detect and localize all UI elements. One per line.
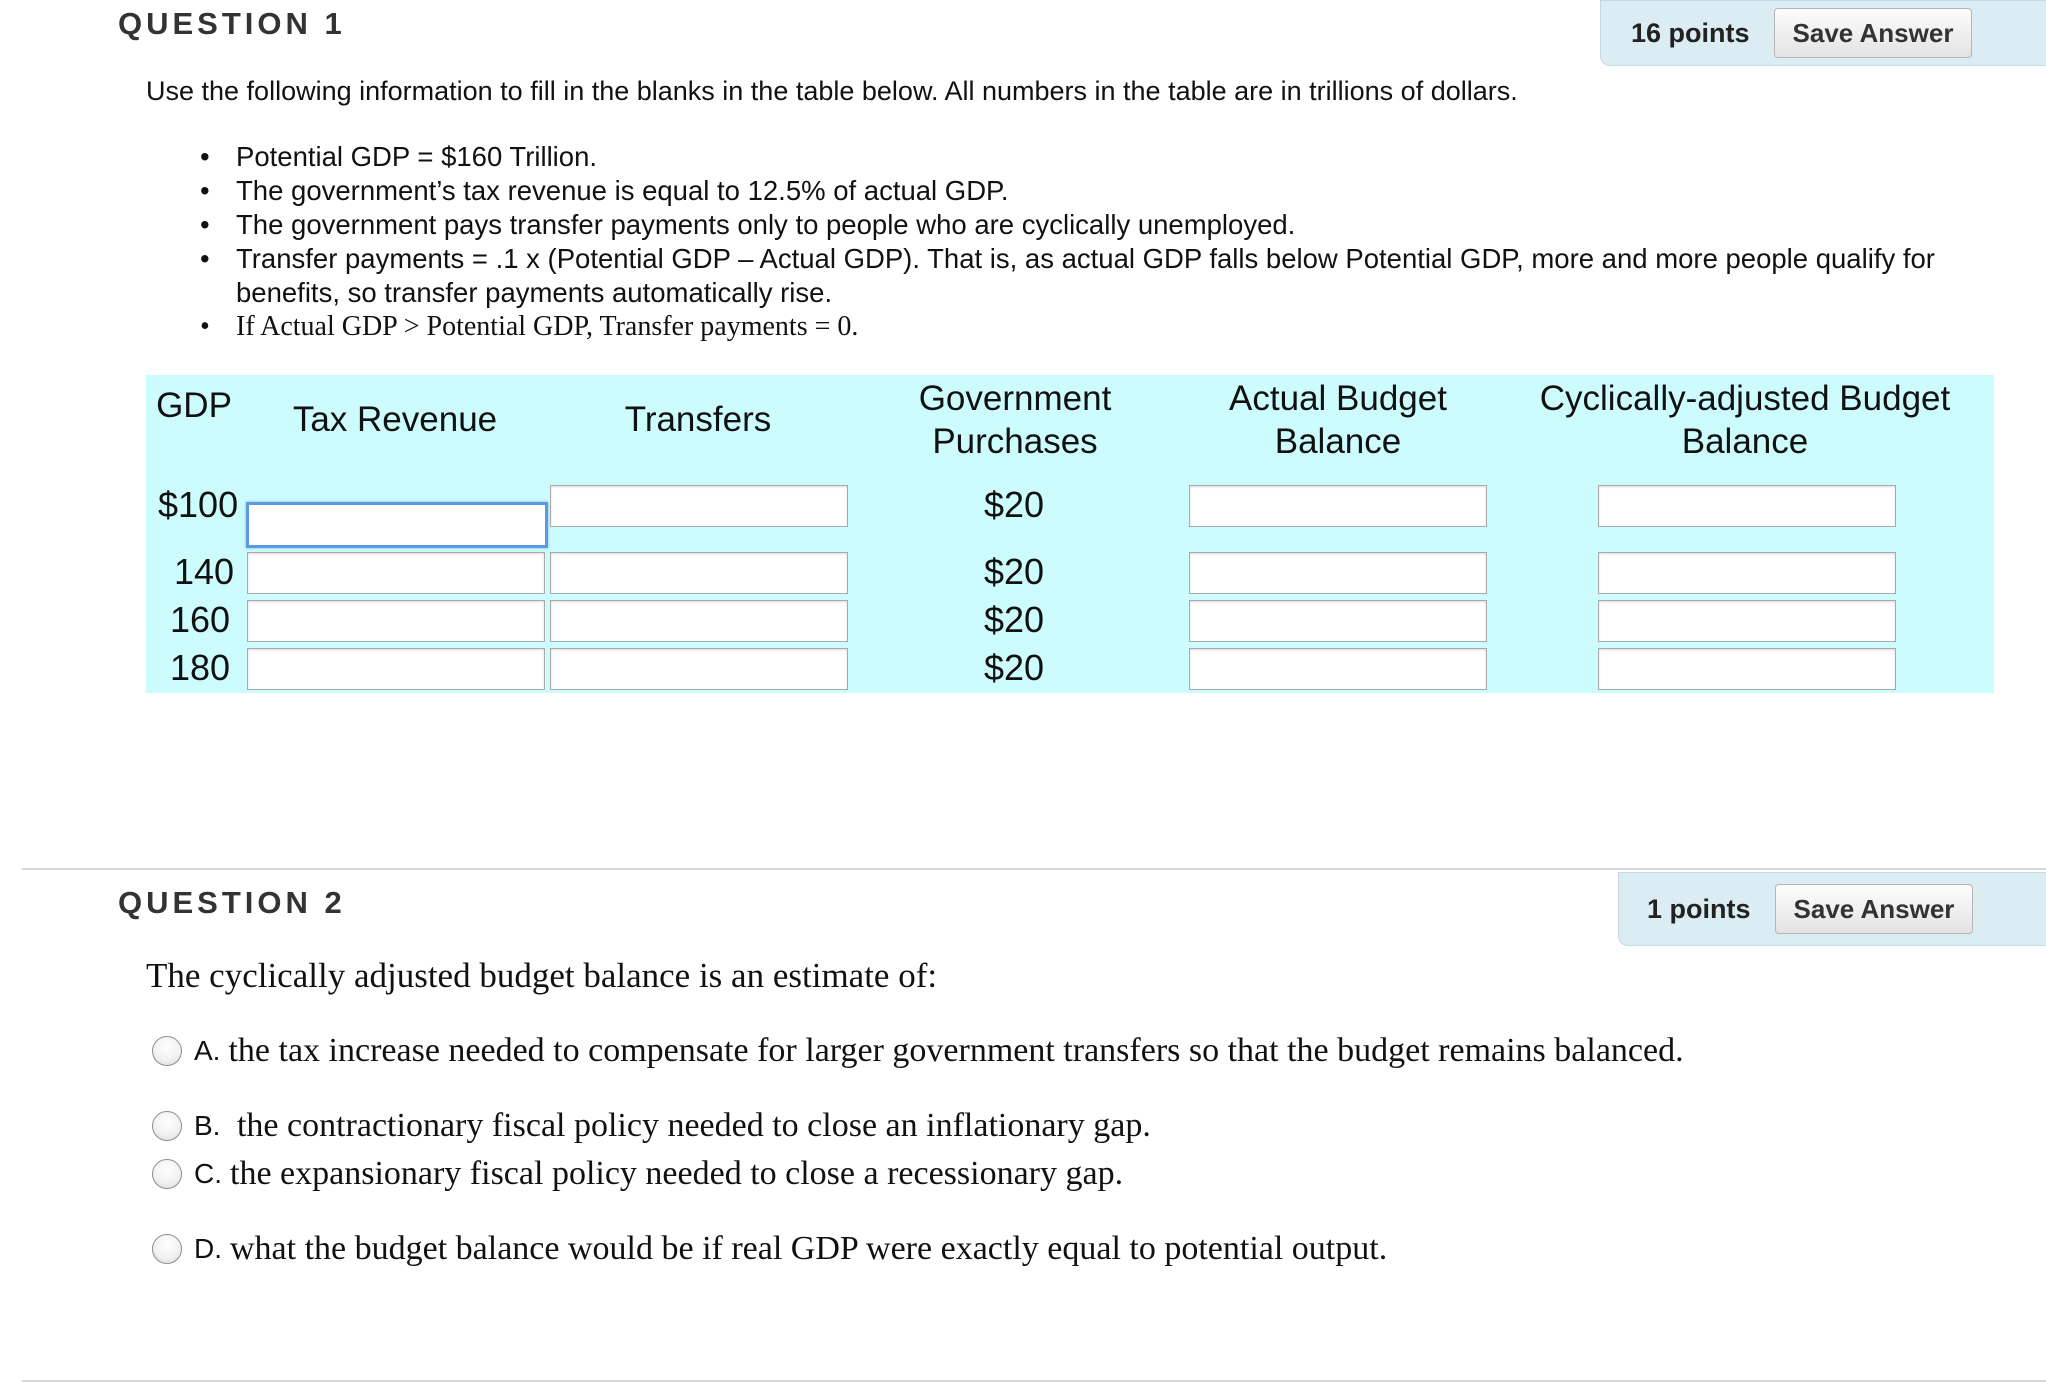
- bottom-divider: [22, 1380, 2046, 1382]
- bullet-transfer-recipients: • The government pays transfer payments only to people who are cyclically unemployed.: [236, 208, 1956, 242]
- header-actual-budget-balance: [1186, 377, 1490, 463]
- question-1-points-panel: [1600, 0, 2046, 66]
- option-c-letter: C.: [194, 1158, 222, 1189]
- option-a[interactable]: [152, 1032, 1684, 1070]
- question-2-prompt: The cyclically adjusted budget balance is an estimate of:: [146, 956, 938, 995]
- question-2-points-panel: [1618, 872, 2046, 946]
- option-b-text: the contractionary fiscal policy needed to close an inflationary gap.: [228, 1107, 1151, 1144]
- option-a-radio[interactable]: [152, 1036, 182, 1066]
- option-d-radio[interactable]: [152, 1234, 182, 1264]
- row-2-tax-revenue-input[interactable]: [247, 552, 545, 594]
- row-1-tax-revenue-input[interactable]: [246, 502, 548, 548]
- question-2-points: 1 points: [1647, 893, 1751, 924]
- option-b[interactable]: [152, 1107, 1151, 1145]
- question-1-points: 16 points: [1631, 17, 1750, 48]
- row-1-actual-balance-input[interactable]: [1189, 485, 1487, 527]
- option-c-radio[interactable]: [152, 1159, 182, 1189]
- row-2-transfers-input[interactable]: [550, 552, 848, 594]
- row-2-gdp: 140: [174, 551, 235, 592]
- row-2-actual-balance-input[interactable]: [1189, 552, 1487, 594]
- row-4-cyclical-balance-input[interactable]: [1598, 648, 1896, 690]
- row-1-gdp: $100: [158, 484, 239, 525]
- header-tax-revenue: Tax Revenue: [292, 400, 498, 439]
- row-3-cyclical-balance-input[interactable]: [1598, 600, 1896, 642]
- row-4-actual-balance-input[interactable]: [1189, 648, 1487, 690]
- question-1-intro: Use the following information to fill in the blanks in the table below. All numbers in the table are in trillions of dollars.: [146, 76, 1518, 106]
- option-b-letter: B.: [194, 1110, 221, 1141]
- header-cyclical-line1: Cyclically-adjusted Budget: [1539, 379, 1951, 418]
- header-government-line2: Purchases: [932, 422, 1098, 461]
- option-b-radio[interactable]: [152, 1111, 182, 1141]
- row-4-transfers-input[interactable]: [550, 648, 848, 690]
- row-2-government-purchases: $20: [984, 551, 1045, 592]
- question-1-save-button[interactable]: Save Answer: [1774, 8, 1973, 58]
- row-3-gdp: 160: [170, 599, 231, 640]
- row-3-government-purchases: $20: [984, 599, 1045, 640]
- option-d-text: what the budget balance would be if real GDP were exactly equal to potential output.: [230, 1230, 1388, 1267]
- header-government-purchases: [870, 377, 1160, 463]
- bullet-transfer-zero: • If Actual GDP > Potential GDP, Transfer payments = 0.: [236, 310, 1956, 344]
- bullet-transfer-formula: • Transfer payments = .1 x (Potential GDP – Actual GDP). That is, as actual GDP falls below Potential GDP, more and more people qualify for benefits, so transfer payments automatically rise.: [236, 242, 1956, 310]
- header-cyclical-line2: Balance: [1681, 422, 1809, 461]
- question-2-save-button[interactable]: Save Answer: [1775, 884, 1974, 934]
- header-government-line1: Government: [918, 379, 1112, 418]
- bullet-tax-revenue: • The government’s tax revenue is equal to 12.5% of actual GDP.: [236, 174, 1956, 208]
- question-1-info-list: [236, 140, 1956, 344]
- question-2-title: QUESTION 2: [118, 885, 346, 920]
- row-4-government-purchases: $20: [984, 647, 1045, 688]
- option-d[interactable]: [152, 1230, 1387, 1268]
- option-d-letter: D.: [194, 1233, 222, 1264]
- question-divider: [22, 868, 2046, 870]
- bullet-potential-gdp: • Potential GDP = $160 Trillion.: [236, 140, 1956, 174]
- question-1-title: QUESTION 1: [118, 6, 346, 41]
- row-1-transfers-input[interactable]: [550, 485, 848, 527]
- row-3-actual-balance-input[interactable]: [1189, 600, 1487, 642]
- option-c[interactable]: [152, 1155, 1123, 1193]
- row-3-transfers-input[interactable]: [550, 600, 848, 642]
- header-actual-line2: Balance: [1274, 422, 1402, 461]
- row-1-government-purchases: $20: [984, 484, 1045, 525]
- header-transfers: Transfers: [624, 400, 772, 439]
- header-gdp: GDP: [156, 386, 232, 425]
- row-3-tax-revenue-input[interactable]: [247, 600, 545, 642]
- row-1-cyclical-balance-input[interactable]: [1598, 485, 1896, 527]
- option-c-text: the expansionary fiscal policy needed to close a recessionary gap.: [230, 1155, 1124, 1192]
- row-2-cyclical-balance-input[interactable]: [1598, 552, 1896, 594]
- row-4-gdp: 180: [170, 647, 231, 688]
- option-a-text: the tax increase needed to compensate for larger government transfers so that the budget remains balanced.: [228, 1032, 1684, 1069]
- option-a-letter: A.: [194, 1035, 221, 1066]
- row-4-tax-revenue-input[interactable]: [247, 648, 545, 690]
- header-cyclically-adjusted-balance: [1500, 377, 1990, 463]
- header-actual-line1: Actual Budget: [1229, 379, 1447, 418]
